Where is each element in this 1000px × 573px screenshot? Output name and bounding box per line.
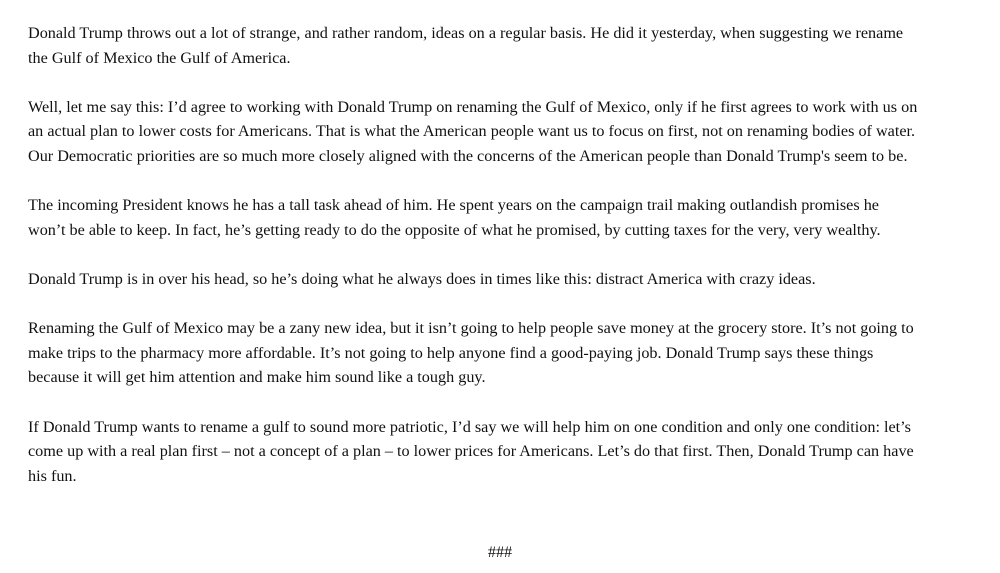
paragraph-line: won’t be able to keep. In fact, he’s getting ready to do the opposite of what he promised, by cutting taxes for the very, very wealthy. [28,220,881,239]
paragraph-line: Renaming the Gulf of Mexico may be a zany new idea, but it isn’t going to help people save money at the grocery store. It’s not going to [28,319,914,338]
paragraph-line: come up with a real plan first – not a concept of a plan – to lower prices for Americans. Let’s do that first. Then, Donald Trump can have [28,442,914,461]
paragraph-line: an actual plan to lower costs for Americans. That is what the American people want us to focus on first, not on renaming bodies of water. [28,122,916,141]
paragraph-2 [28,95,980,169]
paragraph-1 [28,21,980,70]
paragraph-3 [28,193,980,242]
paragraph-line: the Gulf of Mexico the Gulf of America. [28,48,291,67]
end-of-release-mark: ### [487,543,513,561]
paragraph-6 [28,415,980,489]
paragraph-line: because it will get him attention and make him sound like a tough guy. [28,368,486,387]
paragraph-line: Donald Trump is in over his head, so he’s doing what he always does in times like this: distract America with crazy ideas. [28,269,816,288]
paragraph-5 [28,316,980,390]
paragraph-4 [28,267,980,292]
paragraph-line: Well, let me say this: I’d agree to working with Donald Trump on renaming the Gulf of Mexico, only if he first agrees to work with us on [28,97,918,116]
paragraph-line: his fun. [28,466,77,485]
paragraph-line: The incoming President knows he has a tall task ahead of him. He spent years on the campaign trail making outlandish promises he [28,196,879,215]
paragraph-line: make trips to the pharmacy more affordable. It’s not going to help anyone find a good-paying job. Donald Trump says these things [28,343,874,362]
statement-body [28,21,980,561]
paragraph-line: If Donald Trump wants to rename a gulf to sound more patriotic, I’d say we will help him on one condition and only one condition: let’s [28,417,911,436]
paragraph-line: Donald Trump throws out a lot of strange, and rather random, ideas on a regular basis. He did it yesterday, when suggesting we rename [28,24,904,42]
paragraph-line: Our Democratic priorities are so much more closely aligned with the concerns of the American people than Donald Trump's seem to be. [28,146,908,165]
